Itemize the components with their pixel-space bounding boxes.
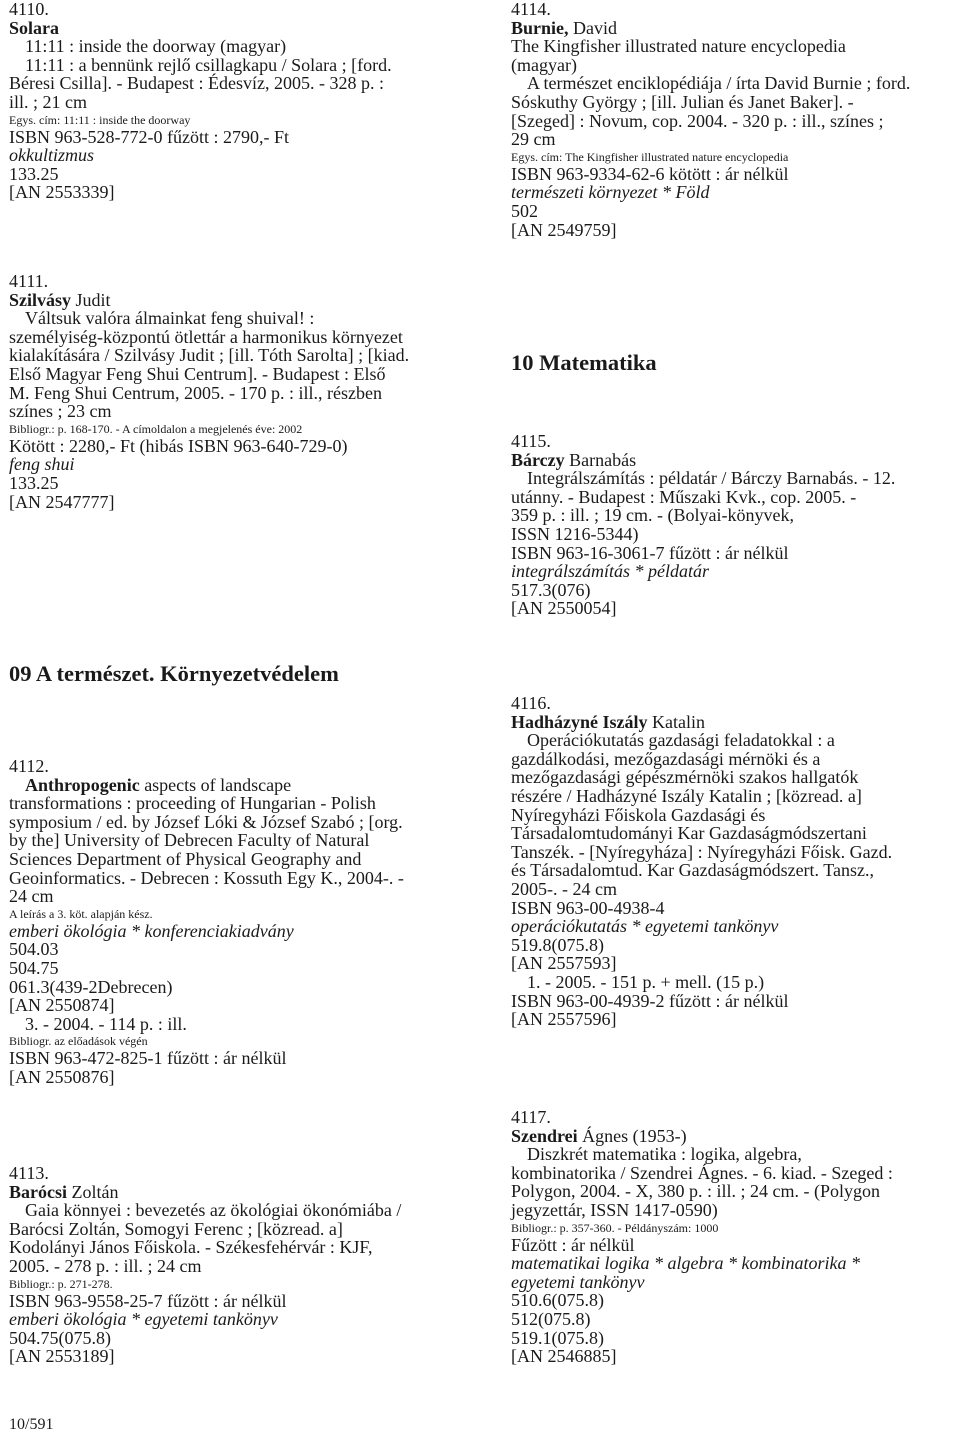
entry-title: Operációkutatás gazdasági feladatokkal : a <box>527 730 835 751</box>
entry-title: Váltsuk valóra álmainkat feng shuival! : <box>25 308 315 329</box>
entry-subject: operációkutatás * egyetemi tankönyv <box>511 916 779 937</box>
entry-note: Bibliogr.: p. 271-278. <box>9 1276 113 1291</box>
entry-an: [AN 2557593] <box>511 953 617 974</box>
entry-an: [AN 2550876] <box>9 1066 115 1087</box>
entry-4117 <box>511 1108 893 1366</box>
entry-title: Diszkrét matematika : logika, algebra, <box>527 1144 802 1165</box>
entry-author-given: Ágnes (1953-) <box>577 1125 687 1146</box>
section-heading-10: 10 Matematika <box>511 350 657 375</box>
entry-number: 4117. <box>511 1107 551 1127</box>
entry-subject: integrálszámítás * példatár <box>511 561 710 582</box>
entry-line: személyiség-központú ötlettár a harmonikus környezet <box>9 326 403 347</box>
entry-line: gazdálkodási, mezőgazdasági mérnöki és a <box>511 748 821 769</box>
entry-author <box>511 451 895 470</box>
entry-line: ill. ; 21 cm <box>9 91 87 112</box>
entry-number: 4112. <box>9 756 49 776</box>
entry-4111 <box>9 272 409 511</box>
entry-author-surname: Burnie, <box>511 17 569 38</box>
entry-line: részére / Hadházyné Iszály Katalin ; [közread. a] <box>511 785 862 806</box>
entry-line: és Társadalomtud. Kar Gazdaságmódszert. Tansz., <box>511 860 874 881</box>
entry-subject: egyetemi tankönyv <box>511 1271 645 1292</box>
entry-note: Egys. cím: The Kingfisher illustrated nature encyclopedia <box>511 149 789 164</box>
entry-note: Bibliogr.: p. 357-360. - Példányszám: 1000 <box>511 1220 719 1235</box>
entry-line: Polygon, 2004. - X, 380 p. : ill. ; 24 cm. - (Polygon <box>511 1181 880 1202</box>
entry-classification: 504.75(075.8) <box>9 1327 111 1348</box>
entry-note: A leírás a 3. köt. alapján kész. <box>9 906 153 921</box>
entry-author-surname: Hadházyné Iszály <box>511 711 648 732</box>
entry-4115 <box>511 432 895 618</box>
entry-isbn: ISBN 963-9558-25-7 fűzött : ár nélkül <box>9 1290 287 1311</box>
entry-title: 11:11 : a bennünk rejlő csillagkapu / Solara ; [ford. <box>25 54 392 75</box>
entry-uniform-title: 11:11 : inside the doorway (magyar) <box>25 36 287 57</box>
entry-author <box>511 19 910 38</box>
entry-line: Nyíregyházi Főiskola Gazdasági és <box>511 804 766 825</box>
entry-classification: 519.8(075.8) <box>511 934 604 955</box>
entry-line: 24 cm <box>9 886 54 907</box>
entry-classification: 519.1(075.8) <box>511 1327 604 1348</box>
entry-line: transformations : proceeding of Hungarian - Polish <box>9 793 376 814</box>
entry-line: kialakítására / Szilvásy Judit ; [ill. Tóth Sarolta] ; [kiad. <box>9 345 410 366</box>
entry-classification: 502 <box>511 200 538 221</box>
entry-isbn: ISBN 963-00-4939-2 fűzött : ár nélkül <box>511 990 789 1011</box>
entry-note: Egys. cím: 11:11 : inside the doorway <box>9 112 191 127</box>
entry-classification: 061.3(439-2Debrecen) <box>9 976 173 997</box>
entry-an: [AN 2557596] <box>511 1009 617 1030</box>
entry-number: 4113. <box>9 1163 49 1183</box>
entry-line: színes ; 23 cm <box>9 401 112 422</box>
entry-note: Bibliogr. az előadások végén <box>9 1034 148 1049</box>
entry-4116 <box>511 694 892 1029</box>
entry-line: by the] University of Debrecen Faculty of Natural <box>9 830 370 851</box>
entry-title: Integrálszámítás : példatár / Bárczy Barnabás. - 12. <box>527 468 896 489</box>
entry-isbn: ISBN 963-528-772-0 fűzött : 2790,- Ft <box>9 126 289 147</box>
entry-line: 2005-. - 24 cm <box>511 878 617 899</box>
entry-line: Sciences Department of Physical Geography and <box>9 848 362 869</box>
entry-classification: 133.25 <box>9 163 59 184</box>
entry-uniform-title: The Kingfisher illustrated nature encyclopedia <box>511 36 846 57</box>
entry-author-surname: Barócsi <box>9 1181 67 1202</box>
entry-author <box>9 291 409 310</box>
entry-an: [AN 2547777] <box>9 491 115 512</box>
entry-line: Kodolányi János Főiskola. - Székesfehérvár : KJF, <box>9 1237 373 1258</box>
entry-an: [AN 2553189] <box>9 1346 115 1367</box>
entry-line: Tanszék. - [Nyíregyháza] : Nyíregyházi Főisk. Gazd. <box>511 841 893 862</box>
section-heading-09: 09 A természet. Környezetvédelem <box>9 661 339 686</box>
entry-binding: Fűzött : ár nélkül <box>511 1234 635 1255</box>
entry-volume: 1. - 2005. - 151 p. + mell. (15 p.) <box>527 971 765 992</box>
entry-number: 4111. <box>9 271 49 291</box>
entry-isbn: ISBN 963-16-3061-7 fűzött : ár nélkül <box>511 542 789 563</box>
entry-classification: 504.03 <box>9 939 59 960</box>
entry-classification: 510.6(075.8) <box>511 1290 604 1311</box>
entry-isbn: ISBN 963-9334-62-6 kötött : ár nélkül <box>511 163 789 184</box>
entry-subject: emberi ökológia * egyetemi tankönyv <box>9 1309 278 1330</box>
entry-an: [AN 2553339] <box>9 182 115 203</box>
entry-author-given: Barnabás <box>564 449 637 470</box>
entry-author-surname: Bárczy <box>511 449 565 470</box>
entry-subject: matematikai logika * algebra * kombinatorika * <box>511 1253 860 1274</box>
entry-author-given: David <box>568 17 618 38</box>
entry-author-surname: Szendrei <box>511 1125 578 1146</box>
entry-subject: okkultizmus <box>9 145 94 166</box>
entry-an: [AN 2546885] <box>511 1346 617 1367</box>
entry-4113 <box>9 1164 401 1366</box>
entry-volume: 3. - 2004. - 114 p. : ill. <box>25 1013 187 1034</box>
entry-line: 2005. - 278 p. : ill. ; 24 cm <box>9 1255 202 1276</box>
entry-line: 29 cm <box>511 129 556 150</box>
entry-line: M. Feng Shui Centrum, 2005. - 170 p. : ill., részben <box>9 382 382 403</box>
entry-author <box>511 713 892 732</box>
entry-author-given: Zoltán <box>67 1181 119 1202</box>
entry-line: Sóskuthy György ; [ill. Julian és Janet Baker]. - <box>511 91 854 112</box>
entry-author-surname: Szilvásy <box>9 289 72 310</box>
entry-subject: feng shui <box>9 454 75 475</box>
entry-an: [AN 2550054] <box>511 598 617 619</box>
entry-title-rest: aspects of landscape <box>139 774 292 795</box>
entry-4114 <box>511 0 910 239</box>
entry-title-lead: Anthropogenic <box>25 774 140 795</box>
entry-number: 4115. <box>511 431 551 451</box>
entry-line: utánny. - Budapest : Műszaki Kvk., cop. 2005. - <box>511 486 857 507</box>
entry-line: [Szeged] : Novum, cop. 2004. - 320 p. : ill., színes ; <box>511 110 884 131</box>
page-number: 10/591 <box>9 1416 54 1433</box>
entry-an: [AN 2550874] <box>9 995 115 1016</box>
entry-subject: természeti környezet * Föld <box>511 182 710 203</box>
entry-line: symposium / ed. by József Lóki & József Szabó ; [org. <box>9 811 403 832</box>
entry-isbn: ISBN 963-00-4938-4 <box>511 897 665 918</box>
entry-classification: 504.75 <box>9 957 59 978</box>
entry-line: Geoinformatics. - Debrecen : Kossuth Egy K., 2004-. - <box>9 867 404 888</box>
entry-line: Béresi Csilla]. - Budapest : Édesvíz, 2005. - 328 p. : <box>9 73 384 94</box>
entry-line: jegyzettár, ISSN 1417-0590) <box>511 1199 718 1220</box>
entry-line: ISSN 1216-5344) <box>511 523 639 544</box>
entry-number: 4116. <box>511 693 551 713</box>
entry-author <box>511 1127 893 1146</box>
entry-line: Barócsi Zoltán, Somogyi Ferenc ; [közread. a] <box>9 1218 343 1239</box>
entry-isbn: ISBN 963-472-825-1 fűzött : ár nélkül <box>9 1048 287 1069</box>
entry-subject: emberi ökológia * konferenciakiadvány <box>9 920 294 941</box>
entry-title: A természet enciklopédiája / írta David Burnie ; ford. <box>527 73 911 94</box>
entry-isbn: Kötött : 2280,- Ft (hibás ISBN 963-640-729-0) <box>9 435 348 456</box>
entry-author-given: Katalin <box>647 711 705 732</box>
entry-classification: 517.3(076) <box>511 579 591 600</box>
entry-title: Gaia könnyei : bevezetés az ökológiai ökonómiába / <box>25 1200 402 1221</box>
entry-author-given: Judit <box>71 289 111 310</box>
entry-title <box>9 776 404 795</box>
entry-author <box>9 1183 401 1202</box>
entry-line: Első Magyar Feng Shui Centrum]. - Budapest : Első <box>9 363 386 384</box>
entry-line: Társadalomtudományi Kar Gazdaságmódszertani <box>511 823 867 844</box>
entry-an: [AN 2549759] <box>511 219 617 240</box>
entry-classification: 512(075.8) <box>511 1308 591 1329</box>
entry-line: 359 p. : ill. ; 19 cm. - (Bolyai-könyvek, <box>511 505 794 526</box>
entry-4110 <box>9 0 392 202</box>
entry-classification: 133.25 <box>9 472 59 493</box>
entry-line: (magyar) <box>511 54 577 75</box>
entry-4112 <box>9 757 404 1087</box>
entry-author: Solara <box>9 17 60 38</box>
entry-line: kombinatorika / Szendrei Ágnes. - 6. kiad. - Szeged : <box>511 1162 893 1183</box>
entry-line: mezőgazdasági gépészmérnöki szakos hallgatók <box>511 767 859 788</box>
entry-number: 4114. <box>511 0 551 19</box>
entry-note: Bibliogr.: p. 168-170. - A címoldalon a megjelenés éve: 2002 <box>9 421 303 436</box>
entry-number: 4110. <box>9 0 49 19</box>
